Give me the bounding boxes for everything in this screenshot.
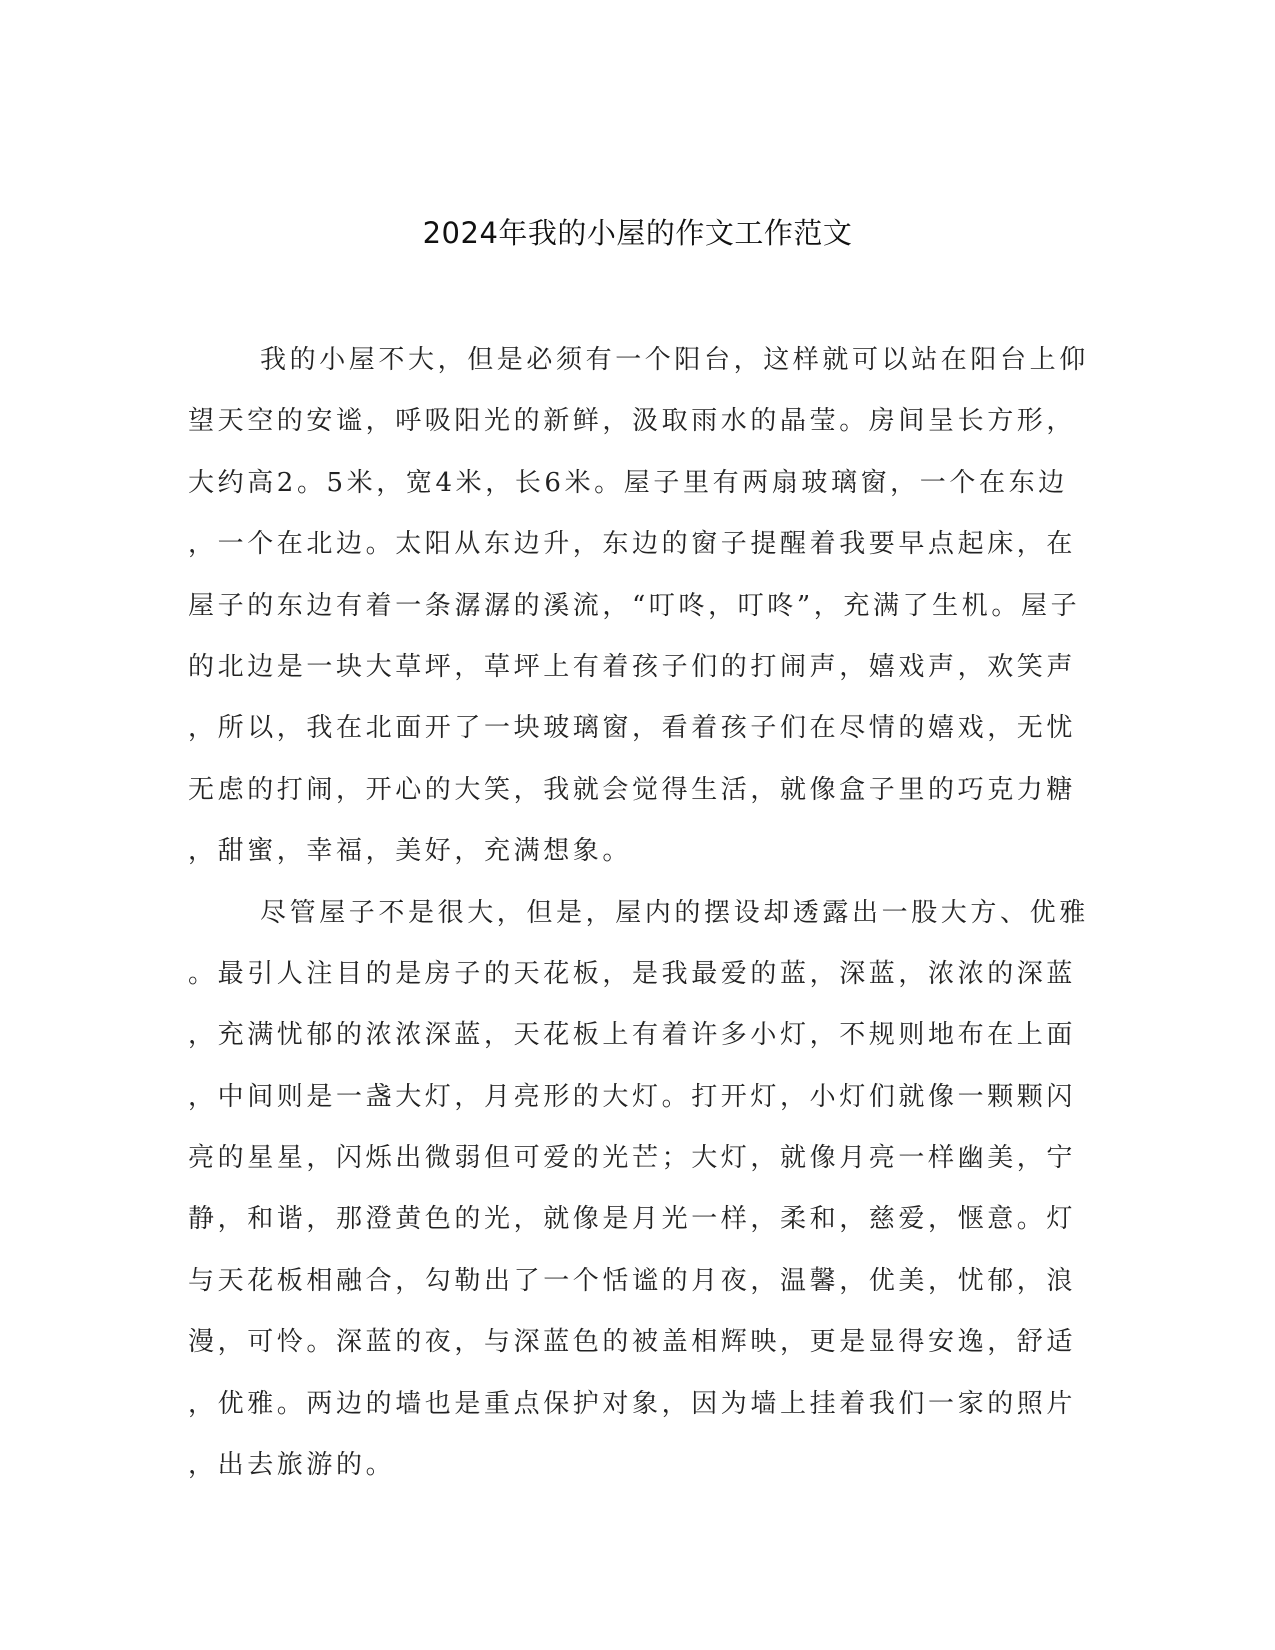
- paragraph-line: ，优雅。两边的墙也是重点保护对象，因为墙上挂着我们一家的照片: [188, 1388, 1077, 1419]
- paragraph-1: [188, 330, 1089, 883]
- paragraph-line: 与天花板相融合，勾勒出了一个恬谧的月夜，温馨，优美，忧郁，浪: [188, 1265, 1077, 1296]
- paragraph-line: 大约高2。5米，宽4米，长6米。屋子里有两扇玻璃窗，一个在东边: [188, 467, 1068, 498]
- paragraph-line: ，出去旅游的。: [188, 1450, 396, 1481]
- paragraph-line: ，甜蜜，幸福，美好，充满想象。: [188, 836, 633, 867]
- document-body: [188, 330, 1089, 1496]
- paragraph-line: 屋子的东边有着一条潺潺的溪流，“叮咚，叮咚”，充满了生机。屋子: [188, 590, 1081, 621]
- document-title: 2024年我的小屋的作文工作范文: [422, 216, 853, 250]
- paragraph-line: 尽管屋子不是很大，但是，屋内的摆设却透露出一股大方、优雅: [260, 897, 1089, 928]
- paragraph-line: 的北边是一块大草坪，草坪上有着孩子们的打闹声，嬉戏声，欢笑声: [188, 651, 1077, 682]
- paragraph-line: ，充满忧郁的浓浓深蓝，天花板上有着许多小灯，不规则地布在上面: [188, 1020, 1077, 1051]
- paragraph-line: ，一个在北边。太阳从东边升，东边的窗子提醒着我要早点起床，在: [188, 529, 1077, 560]
- paragraph-line: 静，和谐，那澄黄色的光，就像是月光一样，柔和，慈爱，惬意。灯: [188, 1204, 1077, 1235]
- paragraph-line: 我的小屋不大，但是必须有一个阳台，这样就可以站在阳台上仰: [260, 345, 1089, 375]
- paragraph-line: ，所以，我在北面开了一块玻璃窗，看着孩子们在尽情的嬉戏，无忧: [188, 713, 1077, 744]
- paragraph-line: 。最引人注目的是房子的天花板，是我最爱的蓝，深蓝，浓浓的深蓝: [188, 958, 1077, 989]
- paragraph-2: [188, 883, 1089, 1497]
- paragraph-line: 漫，可怜。深蓝的夜，与深蓝色的被盖相辉映，更是显得安逸，舒适: [188, 1327, 1077, 1358]
- paragraph-line: 望天空的安谧，呼吸阳光的新鲜，汲取雨水的晶莹。房间呈长方形，: [188, 406, 1077, 437]
- paragraph-line: 无虑的打闹，开心的大笑，我就会觉得生活，就像盒子里的巧克力糖: [188, 774, 1077, 805]
- paragraph-line: 亮的星星，闪烁出微弱但可爱的光芒；大灯，就像月亮一样幽美，宁: [188, 1143, 1077, 1174]
- paragraph-line: ，中间则是一盏大灯，月亮形的大灯。打开灯，小灯们就像一颗颗闪: [188, 1081, 1077, 1112]
